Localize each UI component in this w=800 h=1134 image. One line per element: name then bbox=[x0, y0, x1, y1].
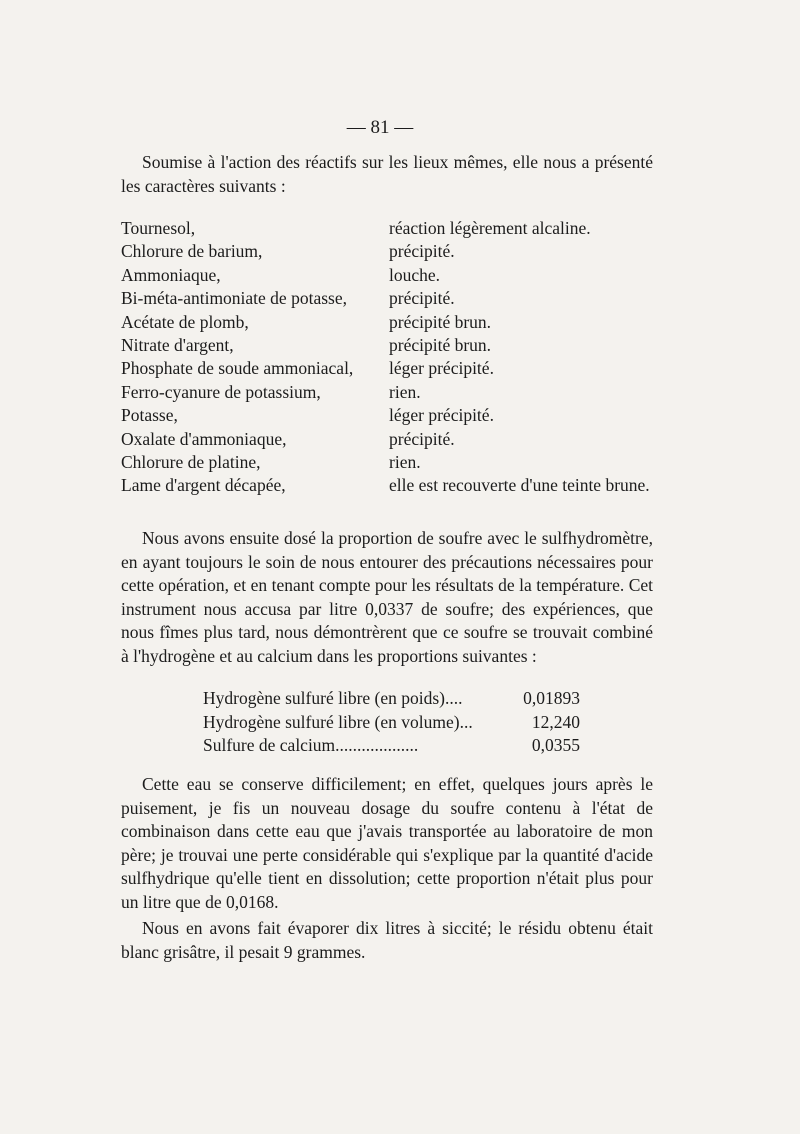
evaporation-paragraph bbox=[121, 917, 653, 964]
composition-value: 12,240 bbox=[531, 711, 580, 732]
reagent-result: rien. bbox=[389, 381, 421, 402]
reagent-result: précipité. bbox=[389, 288, 455, 309]
composition-row bbox=[203, 711, 593, 735]
reagent-name: Ferro-cyanure de potassium, bbox=[121, 381, 321, 402]
reagent-row bbox=[121, 404, 661, 427]
reagent-result: précipité. bbox=[389, 428, 455, 449]
conservation-paragraph bbox=[121, 773, 653, 914]
composition-value: 0,01893 bbox=[523, 688, 580, 708]
reagent-name: Potasse, bbox=[121, 405, 178, 426]
intro-text: Soumise à l'action des réactifs sur les lieux mêmes, elle nous a présenté les caractères suivants : bbox=[121, 152, 653, 196]
composition-label: Hydrogène sulfuré libre (en volume)... bbox=[203, 711, 473, 732]
reagent-result: léger précipité. bbox=[389, 405, 494, 426]
composition-row bbox=[203, 734, 593, 758]
reagent-result: louche. bbox=[389, 264, 441, 285]
reagent-row bbox=[121, 428, 661, 451]
intro-paragraph bbox=[121, 151, 653, 198]
reagent-name: Acétate de plomb, bbox=[121, 311, 249, 332]
reagent-name: Chlorure de barium, bbox=[121, 241, 263, 262]
composition-label: Hydrogène sulfuré libre (en poids).... bbox=[203, 688, 463, 708]
reagent-result: précipité brun. bbox=[389, 334, 492, 355]
reagent-result: réaction légèrement alcaline. bbox=[389, 218, 591, 238]
reagent-name: Tournesol, bbox=[121, 218, 196, 238]
composition-row bbox=[203, 687, 593, 711]
paragraph-text: Nous avons ensuite dosé la proportion de soufre avec le sulfhydromètre, en ayant toujours le soin de nous entourer des précautions nécessaires pour cette opération, et en tenant compte pour les résultats de la température. Cet instrument nous accusa par litre 0,0337 de soufre; des expériences, que nous fîmes plus tard, nous démontrèrent que ce soufre se trouvait combiné à l'hydrogène et au calcium dans les proportions suivantes : bbox=[121, 528, 653, 666]
reagent-name: Ammoniaque, bbox=[121, 264, 221, 285]
reagent-result: léger précipité. bbox=[389, 358, 494, 379]
paragraph-text: Nous en avons fait évaporer dix litres à siccité; le résidu obtenu était blanc grisâtre, il pesait 9 grammes. bbox=[121, 918, 653, 962]
reagent-row bbox=[121, 357, 661, 380]
composition-value: 0,0355 bbox=[531, 735, 580, 755]
reagent-result: précipité. bbox=[389, 241, 455, 262]
reagent-row bbox=[121, 287, 661, 310]
reagent-name: Nitrate d'argent, bbox=[121, 334, 234, 355]
reagent-result: rien. bbox=[389, 451, 421, 472]
reagent-name: Bi-méta-antimoniate de potasse, bbox=[121, 288, 347, 309]
composition-label: Sulfure de calcium................... bbox=[203, 735, 419, 755]
page-number: — 81 — bbox=[346, 117, 414, 138]
reagent-name: Phosphate de soude ammoniacal, bbox=[121, 358, 354, 379]
reagent-row bbox=[121, 474, 661, 497]
reagent-row bbox=[121, 217, 661, 240]
reagent-result: précipité brun. bbox=[389, 311, 492, 332]
reagent-name: Lame d'argent décapée, bbox=[121, 475, 286, 496]
reagent-results-list bbox=[121, 217, 661, 498]
reagent-result: elle est recouverte d'une teinte brune. bbox=[389, 475, 650, 496]
reagent-row bbox=[121, 264, 661, 287]
composition-list bbox=[203, 687, 593, 758]
reagent-name: Oxalate d'ammoniaque, bbox=[121, 428, 287, 449]
reagent-row bbox=[121, 451, 661, 474]
sulfhydrometer-paragraph bbox=[121, 527, 653, 668]
reagent-row bbox=[121, 381, 661, 404]
paragraph-text: Cette eau se conserve difficilement; en effet, quelques jours après le puisement, je fis un nouveau dosage du soufre contenu à l'état de combinaison dans cette eau que j'avais transportée au laboratoire de mon père; je trouvai une perte considérable qui s'explique par la quantité d'acide sulfhydrique qu'elle tient en dissolution; cette proportion n'était plus pour un litre que de 0,0168. bbox=[121, 774, 653, 912]
reagent-name: Chlorure de platine, bbox=[121, 451, 261, 472]
reagent-row bbox=[121, 334, 661, 357]
reagent-row bbox=[121, 240, 661, 263]
reagent-row bbox=[121, 311, 661, 334]
